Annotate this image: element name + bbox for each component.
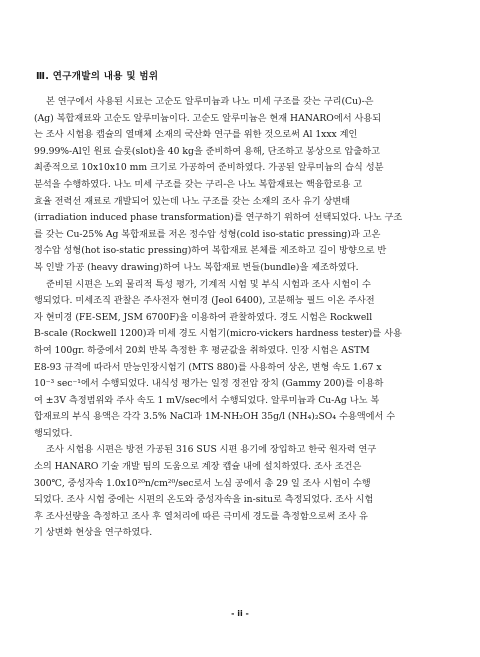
text-line: 정수압 성형(hot iso-static pressing)하여 복합재료 본체를 제조하고 길이 방향으로 반 (34, 245, 387, 257)
text-line: 를 갖는 Cu-25% Ag 복합재료를 저온 정수압 성형(cold iso-static pressing)과 고온 (34, 228, 381, 240)
text-line: 합재료의 부식 용액은 각각 3.5% NaCl과 1M-NH₂OH 35g/l (NH₄)₂SO₄ 수용액에서 수 (34, 411, 396, 423)
text-line: 10⁻³ sec⁻¹에서 수행되었다. 내식성 평가는 일정 정전압 장치 (Gammy 200)를 이용하 (34, 378, 384, 390)
text-line: 여 ±3V 측정범위와 주사 속도 1 mV/sec에서 수행되었다. 알루미늄과 Cu-Ag 나노 복 (34, 394, 380, 406)
body-text (34, 94, 442, 542)
text-line: 99.99%-Al인 원료 슬롯(slot)을 40 kg을 준비하여 용해, 단조하고 봉상으로 압출하고 (34, 145, 380, 157)
text-line: 조사 시험용 시편은 방전 가공된 316 SUS 시편 용기에 장입하고 한국 원자력 연구 (46, 444, 377, 456)
text-line: (irradiation induced phase transformation)를 연구하기 위하여 선택되었다. 나노 구조 (34, 212, 403, 224)
text-line: 하여 100gr. 하중에서 20회 반복 측정한 후 평균값을 취하였다. 인장 시험은 ASTM (34, 344, 370, 356)
text-line: 분석을 수행하였다. 나노 미세 구조를 갖는 구리-은 나노 복합재료는 핵융합로용 고 (34, 178, 363, 190)
text-line: 복 인발 가공 (heavy drawing)하여 나노 복합재료 번들(bundle)을 제조하였다. (34, 261, 359, 273)
text-line: 는 조사 시험용 캡슐의 열매체 소재의 국산화 연구를 위한 것으로써 Al 1xxx 계인 (34, 129, 358, 141)
text-line: 후 조사선량을 측정하고 조사 후 열처리에 따른 극미세 경도를 측정함으로써 조사 유 (34, 510, 368, 522)
text-line: E8-93 규격에 따라서 만능인장시험기 (MTS 880)를 사용하여 상온, 변형 속도 1.67 x (34, 361, 382, 373)
text-line: 준비된 시편은 노외 물리적 특성 평가, 기계적 시험 및 부식 시험과 조사 시험이 수 (46, 278, 371, 290)
text-line: 효율 전력선 재료로 개발되어 있는데 나노 구조를 갖는 소재의 조사 유기 상변태 (34, 195, 351, 207)
text-line: 본 연구에서 사용된 시료는 고순도 알루미늄과 나노 미세 구조를 갖는 구리(Cu)-은 (46, 96, 374, 107)
text-line: 최종적으로 10x10x10 mm 크기로 가공하여 준비하였다. 가공된 알루미늄의 습식 성분 (34, 162, 384, 174)
text-line: 소의 HANARO 기술 개발 팀의 도움으로 계장 캡슐 내에 설치하였다. 조사 조건은 (34, 461, 362, 473)
text-line: 행되었다. (34, 427, 73, 439)
section-heading: Ⅲ. 연구개발의 내용 및 범위 (36, 71, 159, 82)
text-line: 되었다. 조사 시험 중에는 시편의 온도와 중성자속을 in-situ로 측정되었다. 조사 시험 (34, 494, 374, 506)
text-line: 행되었다. 미세조직 관찰은 주사전자 현미경 (Jeol 6400), 고분해능 필드 이온 주사전 (34, 295, 375, 307)
text-line: 300℃, 중성자속 1.0x10²⁰n/cm²⁰/sec로서 노심 공에서 총 29 일 조사 시험이 수행 (34, 477, 371, 489)
text-line: 자 현미경 (FE-SEM, JSM 6700F)을 이용하여 관찰하였다. 경도 시험은 Rockwell (34, 311, 373, 323)
text-line: B-scale (Rockwell 1200)과 미세 경도 시험기(micro-vickers hardness tester)를 사용 (34, 328, 402, 340)
text-line: 기 상변화 현상을 연구하였다. (34, 527, 153, 539)
text-line: (Ag) 복합재료와 고순도 알루미늄이다. 고순도 알루미늄은 현재 HANARO에서 사용되 (34, 112, 382, 124)
page-number: - ii - (231, 609, 249, 618)
